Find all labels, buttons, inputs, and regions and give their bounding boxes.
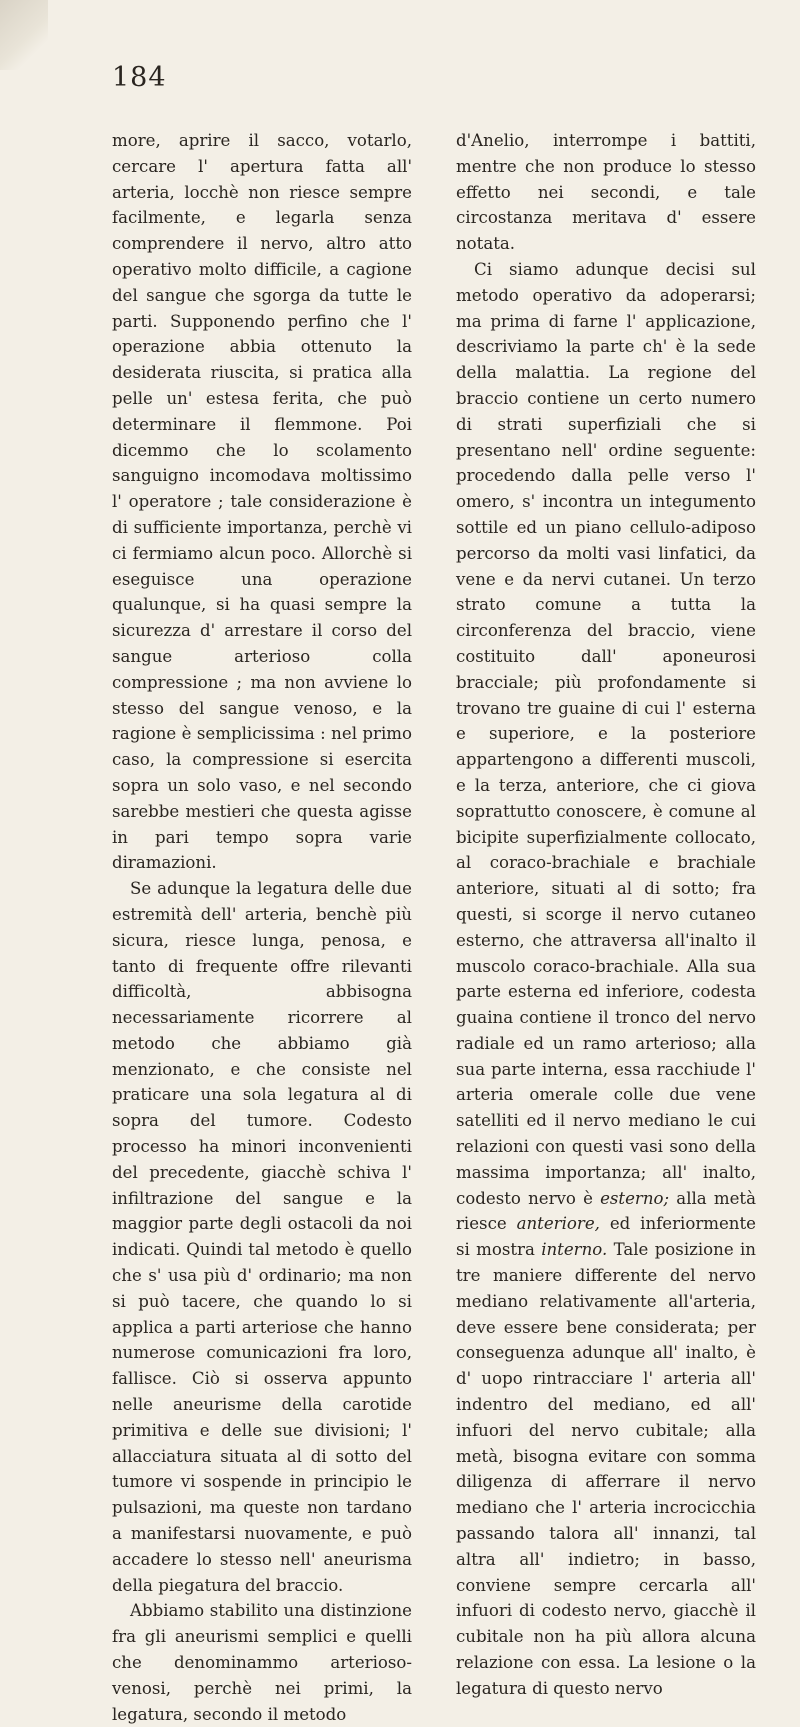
- paragraph: [456, 257, 756, 1702]
- paragraph: Abbiamo stabilito una distinzione fra gli aneurismi semplici e quelli che denominammo arterioso-venosi, perchè nei primi, la legatura, secondo il metodo: [112, 1601, 412, 1724]
- italic-term: interno.: [541, 1240, 608, 1260]
- text-run: Tale posizione in tre maniere differente del nervo mediano relativamente all'arteria, deve essere bene considerata; per conseguenza adunque all' inalto, è d' uopo rintracciare l' arteria all' indentro del mediano, ed all' infuori del nervo cubitale; alla metà, bisogna evitare con somma diligenza di afferrare il nervo mediano che l' arteria incrocicchia passando talora all' innanzi, tal altra all' indietro; in basso, conviene sempre cercarla all' infuori di codesto nervo, giacchè il cubitale non ha più allora alcuna relazione con essa. La lesione o la legatura di questo nervo: [456, 1240, 756, 1698]
- italic-term: esterno;: [600, 1188, 670, 1208]
- italic-term: anteriore,: [516, 1214, 600, 1234]
- text-run: alla metà riesce: [456, 1188, 756, 1234]
- right-column: [456, 128, 756, 1702]
- left-column: [112, 128, 412, 1727]
- paragraph: more, aprire il sacco, votarlo, cercare l' apertura fatta all' arteria, locchè non riesce sempre facilmente, e legarla senza comprendere il nervo, altro atto operativo molto difficile, a cagione del sangue che sgorga da tutte le parti. Supponendo perfino che l' operazione abbia ottenuto la desiderata riuscita, si pratica alla pelle un' estesa ferita, che può determinare il flemmone. Poi dicemmo che lo scolamento sanguigno incomodava moltissimo l' operatore ; tale considerazione è di sufficiente importanza, perchè vi ci fermiamo alcun poco. Allorchè si eseguisce una operazione qualunque, si ha quasi sempre la sicurezza d' arrestare il corso del sangue arterioso colla compressione ; ma non avviene lo stesso del sangue venoso, e la ragione è semplicissima : nel primo caso, la compressione si esercita sopra un solo vaso, e nel secondo sarebbe mestieri che questa agisse in pari tempo sopra varie diramazioni.: [112, 131, 412, 873]
- page-corner-fold: [0, 0, 48, 70]
- text-run: Ci siamo adunque decisi sul metodo operativo da adoperarsi; ma prima di farne l' applicazione, descriviamo la parte ch' è la sede della malattia. La regione del braccio contiene un certo numero di strati superfiziali che si presentano nell' ordine seguente: procedendo dalla pelle verso l' omero, s' incontra un integumento sottile ed un piano cellulo-adiposo percorso da molti vasi linfatici, da vene e da nervi cutanei. Un terzo strato comune a tutta la circonferenza del braccio, viene costituito dall' aponeurosi bracciale; più profondamente si trovano tre guaine di cui l' esterna e superiore, e la posteriore appartengono a differenti muscoli, e la terza, anteriore, che ci giova soprattutto conoscere, è comune al bicipite superfizialmente collocato, al coraco-brachiale e brachiale anteriore, situati al di sotto; fra questi, si scorge il nervo cutaneo esterno, che attraversa all'inalto il muscolo coraco-brachiale. Alla sua parte esterna ed inferiore, codesta guaina contiene il tronco del nervo radiale ed un ramo arterioso; alla sua parte interna, essa racchiude l' arteria omerale colle due vene satelliti ed il nervo mediano le cui relazioni con questi vasi sono della massima importanza; all' inalto, codesto nervo è: [456, 259, 756, 1208]
- paragraph: d'Anelio, interrompe i battiti, mentre che non produce lo stesso effetto nei secondi, e tale circostanza meritava d' essere notata.: [456, 131, 756, 254]
- paragraph: Se adunque la legatura delle due estremità dell' arteria, benchè più sicura, riesce lunga, penosa, e tanto di frequente offre rilevanti difficoltà, abbisogna necessariamente ricorrere al metodo che abbiamo già menzionato, e che consiste nel praticare una sola legatura al di sopra del tumore. Codesto processo ha minori inconvenienti del precedente, giacchè schiva l' infiltrazione del sangue e la maggior parte degli ostacoli da noi indicati. Quindi tal metodo è quello che s' usa più d' ordinario; ma non si può tacere, che quando lo si applica a parti arteriose che hanno numerose comunicazioni fra loro, fallisce. Ciò si osserva appunto nelle aneurisme della carotide primitiva e delle sue divisioni; l' allacciatura situata al di sotto del tumore vi sospende in principio le pulsazioni, ma queste non tardano a manifestarsi nuovamente, e può accadere lo stesso nell' aneurisma della piegatura del braccio.: [112, 879, 412, 1595]
- text-run: ed inferiormente si mostra: [456, 1214, 756, 1260]
- page-number: 184: [112, 62, 167, 93]
